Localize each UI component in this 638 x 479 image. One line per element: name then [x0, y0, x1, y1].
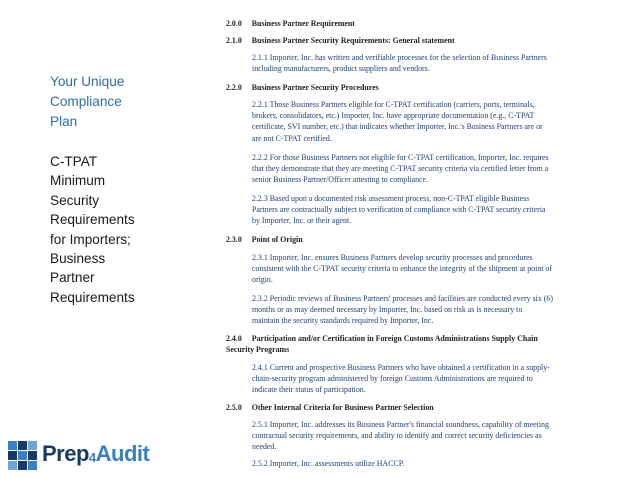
section-title-continued: Security Programs — [226, 345, 290, 354]
cube-grid-icon — [6, 437, 40, 473]
logo-word-four: 4 — [88, 450, 96, 465]
section-heading — [226, 234, 303, 245]
section-number: 2.2.0 — [226, 83, 242, 92]
paragraph-line: consistent with the C-TPAT security criteria to enhance the integrity of the shipment at point of — [252, 264, 552, 274]
sidebar-body-line: Requirements — [50, 212, 135, 228]
paragraph-line: 2.2.2 For those Business Partners not eligible for C-TPAT certification, Importer, Inc. requires — [252, 153, 549, 162]
section-number: 2.5.0 — [226, 403, 242, 412]
paragraph-line: 2.2.3 Based upon a documented risk assessment process, non-C-TPAT eligible Business — [252, 194, 530, 203]
section-number: 2.3.0 — [226, 235, 242, 244]
sidebar-body — [50, 152, 150, 307]
paragraph-line: 2.5.1 Importer, Inc. addresses its Business Partner's financial soundness, capability of meeting — [252, 420, 549, 429]
paragraph-line: 2.4.1 Current and prospective Business Partners who have obtained a certification in a supply- — [252, 363, 550, 372]
paragraph-line: 2.3.1 Importer, Inc. ensures Business Partners develop security processes and procedures — [252, 253, 533, 262]
paragraph-2-3-2 — [252, 293, 632, 327]
section-heading — [226, 35, 455, 46]
paragraph-line: are not C-TPAT certified. — [252, 133, 332, 143]
section-number: 2.1.0 — [226, 36, 242, 45]
paragraph-line: origin. — [252, 275, 273, 285]
sidebar-title — [50, 72, 150, 132]
paragraph-line: by Importer, Inc. or their agent. — [252, 216, 352, 226]
paragraph-line: Partners are contractually subject to verification of compliance with C-TPAT security criteria — [252, 205, 546, 215]
paragraph-line: needed. — [252, 442, 277, 452]
sidebar-title-line: Plan — [50, 114, 78, 129]
paragraph-line: chain-security program administered by foreign Customs Administrations are required to — [252, 374, 533, 384]
paragraph-line: 2.1.1 Importer, Inc. has written and verifiable processes for the selection of Business Partners — [252, 53, 547, 62]
section-title: Business Partner Security Requirements: General statement — [251, 36, 455, 45]
section-number: 2.4.0 — [226, 334, 242, 343]
paragraph-line: including manufacturers, product suppliers and vendors. — [252, 64, 430, 74]
paragraph-2-2-3 — [252, 193, 632, 227]
sidebar-body-line: for Importers; — [50, 231, 131, 247]
paragraph-line: 2.3.2 Periodic reviews of Business Partners' processes and facilities are conducted every six (6) — [252, 294, 553, 303]
sidebar-body-line: Security — [50, 192, 100, 208]
section-title: Business Partner Security Procedures — [251, 83, 379, 92]
paragraph-line: that they demonstrate that they are meeting C-TPAT security criteria via certified letter from a — [252, 164, 549, 174]
paragraph-2-3-1 — [252, 252, 632, 286]
section-number: 2.0.0 — [226, 19, 242, 28]
logo-wordmark — [42, 441, 149, 471]
sidebar-body-line: Business — [50, 251, 106, 267]
paragraph-2-1-1 — [252, 52, 632, 74]
paragraph-2-2-1 — [252, 99, 632, 144]
paragraph-2-5-2 — [252, 458, 632, 469]
section-title: Other Internal Criteria for Business Partner Selection — [251, 403, 434, 412]
paragraph-line: certificate, SVI number, etc.) that indicates whether Importer, Inc.'s Business Partners are or — [252, 122, 543, 132]
section-title: Business Partner Requirement — [251, 19, 355, 28]
section-heading — [226, 82, 379, 93]
section-heading — [226, 18, 355, 29]
paragraph-2-2-2 — [252, 152, 632, 186]
sidebar-body-line: C-TPAT — [50, 154, 98, 169]
sidebar-title-line: Compliance — [50, 94, 122, 109]
sidebar-title-line: Your Unique — [50, 74, 125, 89]
paragraph-2-4-1 — [252, 362, 632, 396]
paragraph-line: brokers, consolidators, etc.) Importer, Inc. have appropriate documentation (e.g., C-TPAT — [252, 111, 535, 121]
logo-word-audit: Audit — [95, 441, 150, 466]
paragraph-line: indicate their status of participation. — [252, 385, 366, 395]
section-title: Participation and/or Certification in Foreign Customs Administrations Supply Chain — [251, 334, 538, 343]
paragraph-line: senior Business Partner/Officer attesting to compliance. — [252, 175, 429, 185]
paragraph-2-5-1 — [252, 419, 632, 453]
paragraph-line: contractual security requirements, and ability to identify and correct security deficiencies as — [252, 431, 542, 441]
sidebar-body-line: Partner — [50, 270, 95, 286]
paragraph-line: 2.5.2 Importer, Inc. assessments utilize HACCP. — [252, 459, 405, 468]
logo — [6, 437, 150, 473]
paragraph-line: 2.2.1 Those Business Partners eligible for C-TPAT certification (carriers, ports, terminals, — [252, 100, 535, 109]
logo-word-prep: Prep — [42, 441, 89, 466]
paragraph-line: months or as may deemed necessary by Importer, Inc. based on risk as is necessary to — [252, 305, 523, 315]
paragraph-line: maintain the security standards required by Importer, Inc. — [252, 316, 434, 326]
document-page — [186, 0, 638, 479]
section-heading — [226, 333, 538, 344]
sidebar-body-line: Requirements — [50, 289, 135, 305]
section-title: Point of Origin — [251, 235, 303, 244]
sidebar — [0, 0, 150, 479]
sidebar-body-line: Minimum — [50, 173, 106, 189]
section-heading — [226, 402, 434, 413]
